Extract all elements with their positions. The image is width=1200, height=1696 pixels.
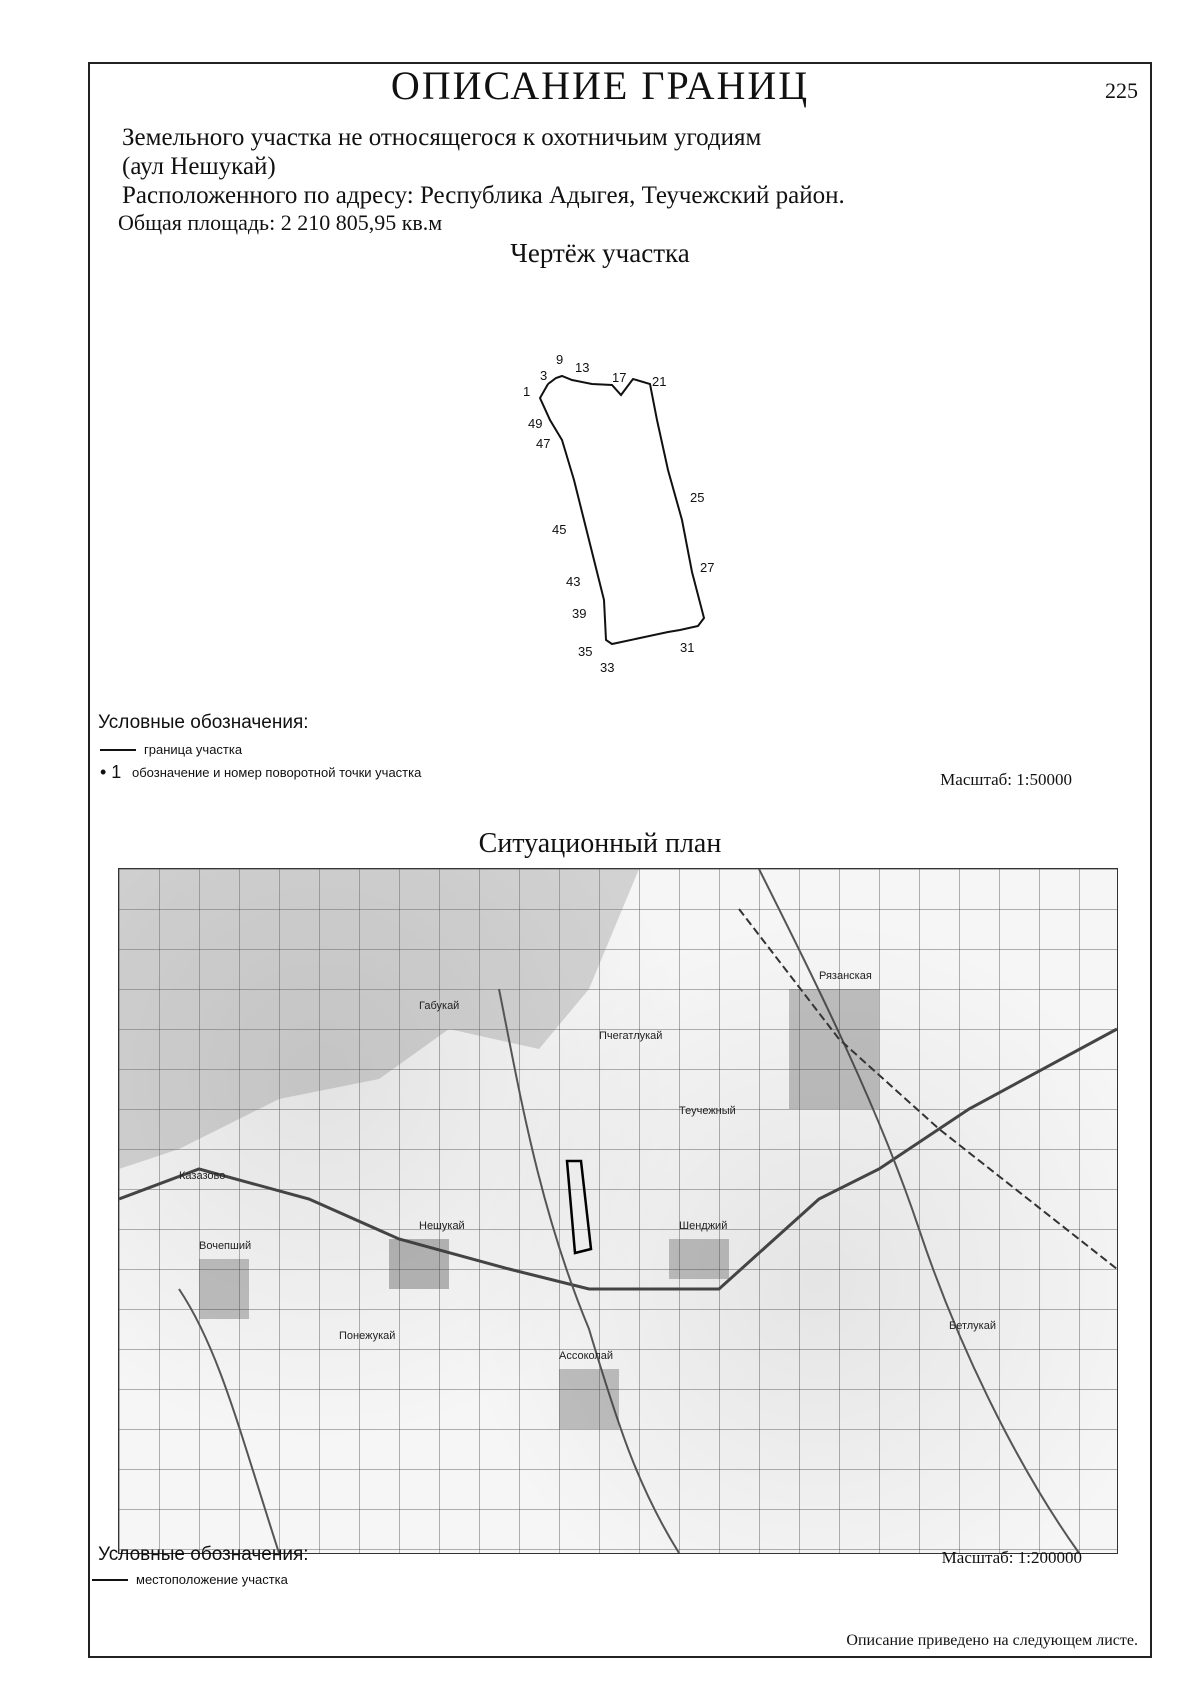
area-line: Общая площадь: 2 210 805,95 кв.м [118, 210, 443, 235]
point-label: 35 [578, 644, 593, 659]
point-label: 33 [600, 660, 615, 675]
map-label: Казазово [179, 1170, 226, 1182]
point-symbol: • 1 [100, 762, 122, 782]
map-label: Понежукай [339, 1330, 396, 1342]
page-title: ОПИСАНИЕ ГРАНИЦ [390, 63, 810, 108]
map-label: Шенджий [679, 1220, 728, 1232]
description-line-1: Земельного участка не относящегося к охотничьим угодиям [122, 124, 762, 151]
address-line: Расположенного по адресу: Республика Адыгея, Теучежский район. [122, 182, 845, 209]
boundary-line-icon [100, 749, 136, 751]
map-label: Рязанская [819, 970, 872, 982]
point-label: 25 [690, 490, 705, 505]
legend2-heading: Условные обозначения: [98, 1544, 309, 1565]
map-label: Ассоколай [559, 1350, 614, 1362]
map-label: Пчегатлукай [599, 1030, 663, 1042]
point-label: 43 [566, 574, 581, 589]
point-label: 47 [536, 436, 551, 451]
parcel-drawing [0, 0, 1200, 760]
water-body [119, 869, 639, 1169]
map-label: Габукай [419, 1000, 460, 1012]
point-label: 45 [552, 522, 567, 537]
scale-label-2: Масштаб: 1:200000 [941, 1548, 1082, 1567]
legend-boundary-row [100, 742, 242, 757]
point-label: 31 [680, 640, 695, 655]
point-label: 27 [700, 560, 715, 575]
map-label: Вочепший [199, 1240, 252, 1252]
settlement [389, 1239, 449, 1289]
point-label: 49 [528, 416, 543, 431]
legend-boundary-label: граница участка [144, 742, 243, 757]
page-number: 225 [1105, 78, 1138, 103]
description-line-2: (аул Нешукай) [122, 153, 276, 180]
drawing-title: Чертёж участка [510, 238, 690, 268]
legend-point-label: обозначение и номер поворотной точки участка [132, 765, 422, 780]
river [499, 989, 679, 1553]
point-label: 39 [572, 606, 587, 621]
point-label: 13 [575, 360, 590, 375]
river [179, 1289, 279, 1553]
legend-heading: Условные обозначения: [98, 712, 309, 733]
legend-location-row [92, 1572, 288, 1587]
point-label: 3 [540, 368, 548, 383]
map-label: Теучежный [679, 1105, 736, 1117]
location-line-icon [92, 1579, 128, 1581]
scale-label: Масштаб: 1:50000 [940, 770, 1072, 789]
map-label: Нешукай [419, 1220, 465, 1232]
point-label: 9 [556, 352, 564, 367]
point-label: 21 [652, 374, 667, 389]
point-label: 17 [612, 370, 627, 385]
legend-location-label: местоположение участка [136, 1572, 288, 1587]
parcel-location [567, 1161, 591, 1253]
map-label: Бетлукай [949, 1320, 997, 1332]
point-label: 1 [523, 384, 531, 399]
settlement [669, 1239, 729, 1279]
situation-map [118, 868, 1118, 1554]
settlement [559, 1369, 619, 1429]
footer-note: Описание приведено на следующем листе. [846, 1632, 1138, 1649]
parcel-boundary [540, 376, 704, 644]
settlement [199, 1259, 249, 1319]
situation-plan-title: Ситуационный план [478, 828, 722, 859]
legend-point-row [100, 762, 421, 783]
settlement [789, 989, 879, 1109]
